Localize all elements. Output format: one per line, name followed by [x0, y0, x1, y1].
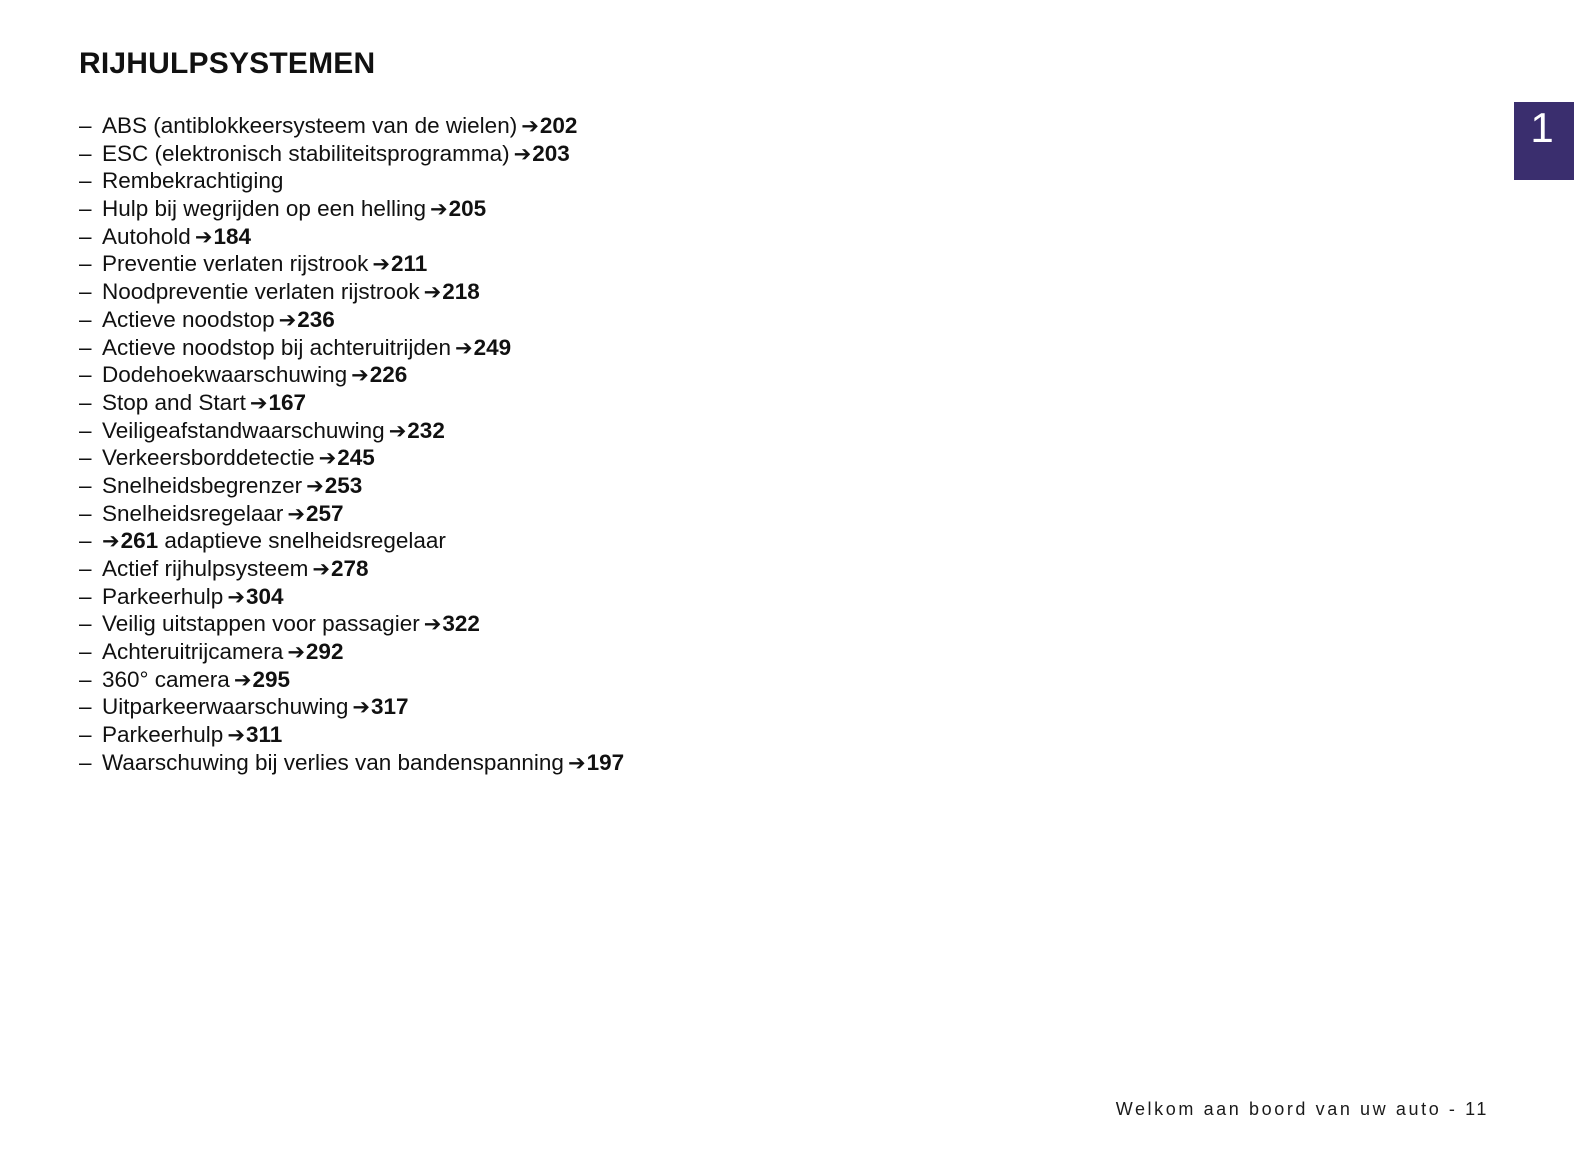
list-item-label: Actief rijhulpsysteem — [102, 556, 309, 581]
list-item-label: Achteruitrijcamera — [102, 639, 284, 665]
page-reference-link[interactable]: 278 — [330, 556, 369, 581]
list-item — [79, 306, 624, 334]
dash-bullet: – — [79, 583, 92, 609]
dash-bullet: – — [79, 196, 92, 222]
list-item — [79, 223, 624, 251]
right-arrow-icon: ➔ — [318, 447, 337, 471]
list-item-label: Dodehoekwaarschuwing — [102, 362, 348, 388]
list-item — [79, 195, 624, 223]
right-arrow-icon: ➔ — [351, 364, 369, 388]
page-reference-link[interactable]: 304 — [245, 583, 284, 609]
list-item — [79, 721, 624, 749]
list-item-label: Parkeerhulp — [102, 722, 224, 748]
page-reference-link[interactable]: 245 — [337, 445, 375, 471]
chapter-tab[interactable]: 1 — [1514, 102, 1574, 180]
right-arrow-icon: ➔ — [567, 751, 586, 775]
list-item — [79, 693, 624, 721]
list-item-label: Preventie verlaten rijstrook — [102, 251, 369, 277]
dash-bullet: – — [79, 528, 92, 554]
dash-bullet: – — [79, 445, 92, 471]
right-arrow-icon: ➔ — [233, 668, 252, 692]
list-item — [79, 389, 624, 417]
page-reference-link[interactable]: 249 — [473, 334, 512, 360]
list-item-label: ESC (elektronisch stabiliteitsprogramma) — [102, 140, 510, 166]
dash-bullet: – — [79, 140, 92, 166]
dash-bullet: – — [79, 279, 92, 305]
list-item — [79, 112, 624, 140]
dash-bullet: – — [79, 666, 92, 692]
right-arrow-icon: ➔ — [227, 724, 245, 748]
dash-bullet: – — [79, 362, 92, 388]
right-arrow-icon: ➔ — [513, 142, 532, 166]
page-reference-link[interactable]: 253 — [324, 472, 363, 498]
page-footer: Welkom aan boord van uw auto - 11 — [1115, 1099, 1489, 1119]
list-item-label: Uitparkeerwaarschuwing — [102, 694, 349, 720]
dash-bullet: – — [79, 749, 92, 775]
right-arrow-icon: ➔ — [312, 558, 330, 581]
right-arrow-icon: ➔ — [521, 115, 539, 138]
dash-bullet: – — [79, 694, 92, 720]
list-item-label: Actieve noodstop bij achteruitrijden — [102, 334, 451, 360]
list-item — [79, 278, 624, 306]
page-reference-link[interactable]: 311 — [245, 722, 283, 748]
right-arrow-icon: ➔ — [194, 225, 213, 249]
dash-bullet: – — [79, 611, 92, 637]
list-item-label: Noodpreventie verlaten rijstrook — [102, 279, 420, 305]
page-title: RIJHULPSYSTEMEN — [79, 47, 376, 80]
list-item — [79, 167, 624, 195]
dash-bullet: – — [79, 251, 92, 277]
driving-aids-list — [79, 112, 624, 777]
right-arrow-icon: ➔ — [352, 696, 370, 720]
list-item-label: Rembekrachtiging — [102, 168, 284, 194]
list-item — [79, 500, 624, 528]
page-reference-link[interactable]: 295 — [252, 666, 290, 692]
page-reference-link[interactable]: 226 — [369, 362, 408, 388]
dash-bullet: – — [79, 639, 92, 665]
list-item-label: Snelheidsregelaar — [102, 500, 284, 526]
list-item — [79, 417, 624, 445]
page-reference-link[interactable]: 211 — [390, 251, 428, 277]
list-item-label: Veiligeafstandwaarschuwing — [102, 417, 385, 443]
dash-bullet: – — [79, 722, 92, 748]
list-item — [79, 527, 624, 555]
right-arrow-icon: ➔ — [388, 419, 407, 443]
right-arrow-icon: ➔ — [287, 641, 305, 665]
page-reference-link[interactable]: 202 — [539, 113, 578, 138]
list-item — [79, 334, 624, 362]
dash-bullet: – — [79, 223, 92, 249]
dash-bullet: – — [79, 389, 92, 415]
page-reference-link[interactable]: 317 — [370, 694, 409, 720]
page-reference-link[interactable]: 257 — [305, 500, 344, 526]
list-item-label: Hulp bij wegrijden op een helling — [102, 196, 426, 222]
list-item — [79, 666, 624, 694]
list-item-label: Stop and Start — [102, 389, 246, 415]
dash-bullet: – — [79, 334, 92, 360]
right-arrow-icon: ➔ — [102, 530, 120, 554]
right-arrow-icon: ➔ — [372, 253, 390, 277]
list-item — [79, 583, 624, 611]
list-item — [79, 444, 624, 472]
page-reference-link[interactable]: 184 — [213, 223, 251, 249]
page-reference-link[interactable]: 205 — [448, 196, 487, 222]
right-arrow-icon: ➔ — [306, 474, 324, 498]
list-item — [79, 361, 624, 389]
list-item-label: Actieve noodstop — [102, 306, 275, 332]
page-reference-link[interactable]: 218 — [442, 279, 480, 305]
page-reference-link[interactable]: 261 — [120, 528, 159, 554]
right-arrow-icon: ➔ — [423, 613, 442, 637]
page-reference-link[interactable]: 232 — [407, 417, 445, 443]
list-item — [79, 250, 624, 278]
list-item-label: Autohold — [102, 223, 191, 249]
list-item-label: Waarschuwing bij verlies van bandenspanning — [102, 749, 564, 775]
right-arrow-icon: ➔ — [287, 502, 305, 526]
list-item — [79, 638, 624, 666]
dash-bullet: – — [79, 556, 92, 581]
page-reference-link[interactable]: 197 — [586, 749, 625, 775]
list-item-label: 360° camera — [102, 666, 230, 692]
list-item — [79, 749, 624, 777]
right-arrow-icon: ➔ — [278, 308, 297, 332]
list-item-label: Snelheidsbegrenzer — [102, 472, 303, 498]
dash-bullet: – — [79, 417, 92, 443]
list-item — [79, 555, 624, 583]
list-item — [79, 140, 624, 168]
page-reference-link[interactable]: 322 — [442, 611, 480, 637]
dash-bullet: – — [79, 472, 92, 498]
page-reference-link[interactable]: 292 — [305, 639, 344, 665]
list-item — [79, 610, 624, 638]
right-arrow-icon: ➔ — [454, 336, 473, 360]
list-item — [79, 472, 624, 500]
page-reference-link[interactable]: 167 — [268, 389, 307, 415]
right-arrow-icon: ➔ — [249, 391, 268, 415]
page-reference-link[interactable]: 203 — [532, 140, 570, 166]
right-arrow-icon: ➔ — [429, 198, 448, 222]
right-arrow-icon: ➔ — [227, 585, 245, 609]
dash-bullet: – — [79, 306, 92, 332]
dash-bullet: – — [79, 113, 92, 138]
right-arrow-icon: ➔ — [423, 281, 442, 305]
dash-bullet: – — [79, 500, 92, 526]
list-item-label: adaptieve snelheidsregelaar — [164, 528, 446, 554]
list-item-label: ABS (antiblokkeersysteem van de wielen) — [102, 113, 518, 138]
page-reference-link[interactable]: 236 — [297, 306, 335, 332]
dash-bullet: – — [79, 168, 92, 194]
list-item-label: Parkeerhulp — [102, 583, 224, 609]
list-item-label: Veilig uitstappen voor passagier — [102, 611, 420, 637]
list-item-label: Verkeersborddetectie — [102, 445, 315, 471]
